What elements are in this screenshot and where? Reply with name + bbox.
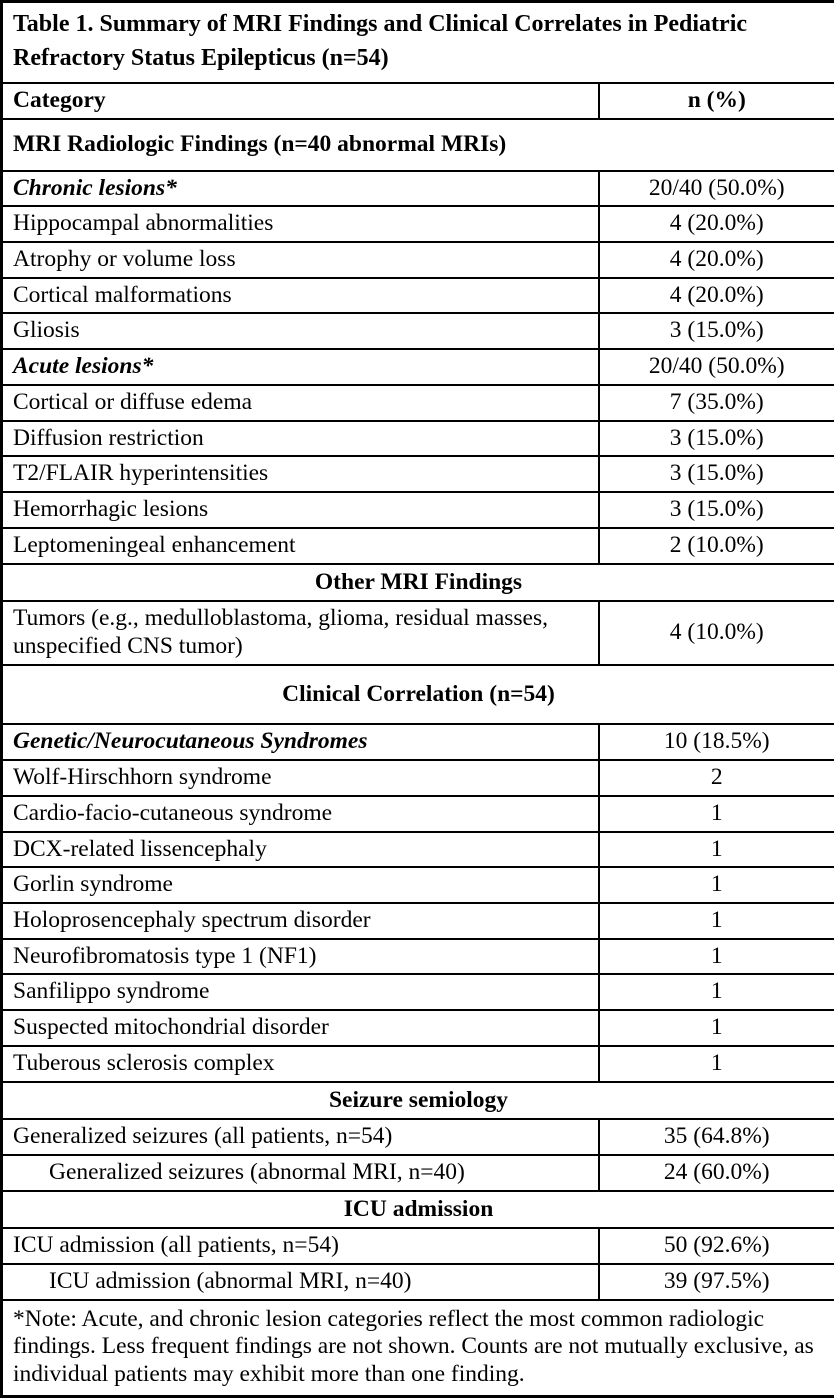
row-value-dcx: 1	[599, 832, 834, 868]
section-row-icu-admission	[2, 1191, 834, 1229]
row-label-wolf-hirschhorn: Wolf-Hirschhorn syndrome	[2, 760, 599, 796]
column-header-n-pct: n (%)	[599, 83, 834, 119]
row-label-chronic-lesions: Chronic lesions*	[2, 171, 599, 207]
row-label-holoprosencephaly: Holoprosencephaly spectrum disorder	[2, 903, 599, 939]
row-label-dcx: DCX-related lissencephaly	[2, 832, 599, 868]
table-row	[2, 724, 834, 760]
row-label-icu-abnormal: ICU admission (abnormal MRI, n=40)	[2, 1264, 599, 1300]
table-row	[2, 1046, 834, 1082]
table-row	[2, 939, 834, 975]
row-label-nf1: Neurofibromatosis type 1 (NF1)	[2, 939, 599, 975]
row-value-cardio-facio: 1	[599, 796, 834, 832]
table-row	[2, 456, 834, 492]
row-label-hippocampal: Hippocampal abnormalities	[2, 206, 599, 242]
row-label-t2-flair: T2/FLAIR hyperintensities	[2, 456, 599, 492]
section-heading-mri-findings: MRI Radiologic Findings (n=40 abnormal MRIs)	[2, 119, 834, 171]
row-value-t2-flair: 3 (15.0%)	[599, 456, 834, 492]
table-row	[2, 1228, 834, 1264]
section-heading-seizure-semiology: Seizure semiology	[2, 1082, 834, 1120]
row-label-diffusion: Diffusion restriction	[2, 421, 599, 457]
row-value-icu-all: 50 (92.6%)	[599, 1228, 834, 1264]
row-value-cortical-malformations: 4 (20.0%)	[599, 278, 834, 314]
table-row	[2, 278, 834, 314]
row-value-icu-abnormal: 39 (97.5%)	[599, 1264, 834, 1300]
table-row	[2, 601, 834, 664]
table-title: Table 1. Summary of MRI Findings and Clinical Correlates in Pediatric Refractory Status Epilepticus (n=54)	[2, 2, 834, 84]
row-value-tumors: 4 (10.0%)	[599, 601, 834, 664]
row-value-diffusion: 3 (15.0%)	[599, 421, 834, 457]
table-row	[2, 206, 834, 242]
table-row	[2, 242, 834, 278]
row-label-genetic-syndromes: Genetic/Neurocutaneous Syndromes	[2, 724, 599, 760]
section-row-clinical-correlation	[2, 665, 834, 725]
row-value-generalized-abnormal: 24 (60.0%)	[599, 1155, 834, 1191]
row-value-hippocampal: 4 (20.0%)	[599, 206, 834, 242]
table-row	[2, 1155, 834, 1191]
table-row	[2, 528, 834, 564]
row-label-hemorrhagic: Hemorrhagic lesions	[2, 492, 599, 528]
section-row-mri-findings	[2, 119, 834, 171]
table-row	[2, 1264, 834, 1300]
section-heading-other-mri: Other MRI Findings	[2, 564, 834, 602]
row-value-acute-lesions: 20/40 (50.0%)	[599, 349, 834, 385]
row-label-generalized-all: Generalized seizures (all patients, n=54)	[2, 1119, 599, 1155]
table-row	[2, 421, 834, 457]
row-label-tuberous-sclerosis: Tuberous sclerosis complex	[2, 1046, 599, 1082]
row-label-edema: Cortical or diffuse edema	[2, 385, 599, 421]
table-row	[2, 1010, 834, 1046]
row-label-mitochondrial: Suspected mitochondrial disorder	[2, 1010, 599, 1046]
row-label-gorlin: Gorlin syndrome	[2, 867, 599, 903]
row-label-atrophy: Atrophy or volume loss	[2, 242, 599, 278]
table-row	[2, 867, 834, 903]
row-label-acute-lesions: Acute lesions*	[2, 349, 599, 385]
section-heading-clinical-correlation: Clinical Correlation (n=54)	[2, 665, 834, 725]
section-heading-icu-admission: ICU admission	[2, 1191, 834, 1229]
title-row	[2, 2, 834, 84]
table-row	[2, 385, 834, 421]
table-footnote: *Note: Acute, and chronic lesion categories reflect the most common radiologic findings. Less frequent findings are not shown. Counts are not mutually exclusive, as individual patients may exhibit more than one finding.	[2, 1300, 834, 1397]
row-value-edema: 7 (35.0%)	[599, 385, 834, 421]
row-value-atrophy: 4 (20.0%)	[599, 242, 834, 278]
footnote-row	[2, 1300, 834, 1397]
table-row	[2, 171, 834, 207]
column-header-category: Category	[2, 83, 599, 119]
row-value-leptomeningeal: 2 (10.0%)	[599, 528, 834, 564]
row-value-gorlin: 1	[599, 867, 834, 903]
row-label-sanfilippo: Sanfilippo syndrome	[2, 974, 599, 1010]
row-label-icu-all: ICU admission (all patients, n=54)	[2, 1228, 599, 1264]
row-value-gliosis: 3 (15.0%)	[599, 313, 834, 349]
row-value-chronic-lesions: 20/40 (50.0%)	[599, 171, 834, 207]
row-value-holoprosencephaly: 1	[599, 903, 834, 939]
table-row	[2, 903, 834, 939]
table-row	[2, 1119, 834, 1155]
row-label-leptomeningeal: Leptomeningeal enhancement	[2, 528, 599, 564]
row-value-hemorrhagic: 3 (15.0%)	[599, 492, 834, 528]
section-row-other-mri	[2, 564, 834, 602]
table-row	[2, 974, 834, 1010]
table-row	[2, 313, 834, 349]
row-value-genetic-syndromes: 10 (18.5%)	[599, 724, 834, 760]
row-value-nf1: 1	[599, 939, 834, 975]
row-label-gliosis: Gliosis	[2, 313, 599, 349]
row-value-wolf-hirschhorn: 2	[599, 760, 834, 796]
row-label-cortical-malformations: Cortical malformations	[2, 278, 599, 314]
column-header-row	[2, 83, 834, 119]
table-row	[2, 760, 834, 796]
row-value-generalized-all: 35 (64.8%)	[599, 1119, 834, 1155]
table-row	[2, 349, 834, 385]
table-row	[2, 796, 834, 832]
table-row	[2, 492, 834, 528]
row-label-tumors: Tumors (e.g., medulloblastoma, glioma, residual masses, unspecified CNS tumor)	[2, 601, 599, 664]
table-row	[2, 832, 834, 868]
row-value-tuberous-sclerosis: 1	[599, 1046, 834, 1082]
row-label-generalized-abnormal: Generalized seizures (abnormal MRI, n=40)	[2, 1155, 599, 1191]
row-value-mitochondrial: 1	[599, 1010, 834, 1046]
row-value-sanfilippo: 1	[599, 974, 834, 1010]
row-label-cardio-facio: Cardio-facio-cutaneous syndrome	[2, 796, 599, 832]
section-row-seizure-semiology	[2, 1082, 834, 1120]
